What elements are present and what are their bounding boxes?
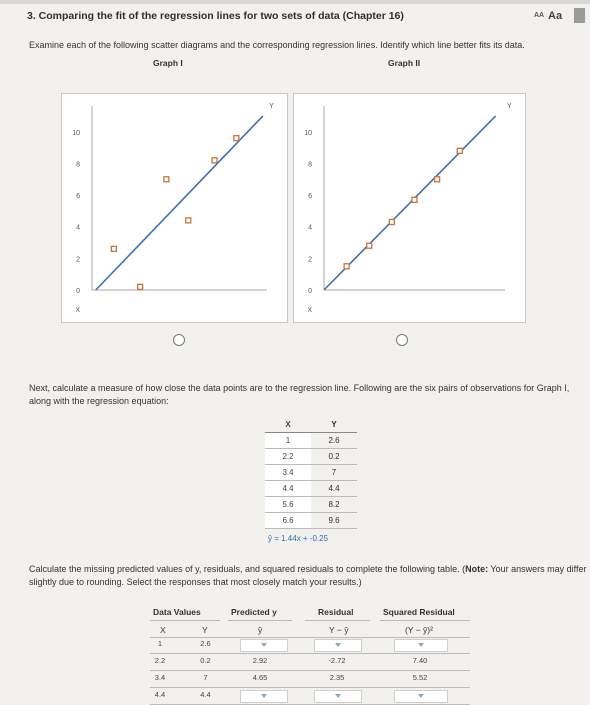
y-tick-label: 0 (308, 288, 312, 295)
obs-x: 6.6 (265, 513, 311, 529)
regression-equation: ŷ = 1.44x + -0.25 (268, 534, 329, 543)
table-row-divider (150, 670, 470, 671)
paragraph-instructions-a: Calculate the missing predicted values of y, residuals, and squared residuals to complete the following table. ( (29, 564, 466, 574)
table-cell-residual: -2.72 (328, 656, 346, 665)
text-size-large-button[interactable]: Aa (548, 10, 563, 22)
table-cell-residual: 2.35 (329, 673, 345, 682)
data-point (111, 246, 116, 251)
header-underline (228, 620, 292, 621)
obs-y: 9.6 (311, 513, 357, 529)
paragraph-observations: Next, calculate a measure of how close the data points are to the regression line. Following are the six pairs of observations for Graph I, along with the regression equation: (29, 383, 570, 406)
y-tick-label: 4 (76, 224, 80, 232)
data-point (234, 136, 239, 141)
table-cell-x: 3.4 (154, 673, 166, 682)
data-point (412, 197, 417, 202)
data-point (367, 243, 372, 248)
obs-y: 2.6 (311, 433, 357, 449)
table-row-divider (150, 687, 470, 688)
paragraph-instructions-b: Your answers may differ slightly due to rounding. Select the responses that most closely match your results.) (29, 564, 587, 587)
subheader-squared: (Y − ŷ)² (405, 625, 433, 635)
table-cell-y: 7 (203, 673, 208, 682)
squared-residual-dropdown[interactable] (394, 690, 448, 703)
table-cell-x: 2.2 (154, 656, 166, 665)
table-row-divider (150, 653, 470, 654)
y-tick-label: 10 (304, 129, 312, 137)
predicted-dropdown[interactable] (240, 690, 288, 703)
obs-x: 2.2 (265, 449, 311, 465)
squared-residual-dropdown[interactable] (394, 639, 448, 652)
table-cell-y: 0.2 (200, 656, 211, 665)
regression-line (96, 116, 263, 290)
graph-1-plot (62, 94, 287, 322)
text-size-small-button[interactable]: AA (534, 12, 545, 19)
data-point (138, 284, 143, 289)
subheader-predicted: ŷ (258, 625, 263, 635)
graph-2 (293, 93, 526, 323)
y-tick-label: 8 (308, 161, 312, 169)
data-point (164, 177, 169, 182)
obs-y-header: Y (311, 417, 357, 433)
subheader-residual: Y − ŷ (329, 625, 349, 635)
y-axis-label: Y (269, 103, 274, 110)
data-point (212, 158, 217, 163)
header-predicted: Predicted y (231, 607, 277, 617)
obs-x: 5.6 (265, 497, 311, 513)
y-tick-label: 4 (308, 224, 312, 232)
data-point (186, 218, 191, 223)
bookmark-icon[interactable] (574, 8, 585, 23)
subheader-x: X (160, 625, 166, 635)
obs-y: 0.2 (311, 449, 357, 465)
table-cell-x: 4.4 (154, 690, 166, 699)
graph-2-plot (294, 94, 525, 322)
table-cell-y: 2.6 (200, 639, 211, 648)
graph-2-radio-button[interactable] (396, 334, 408, 346)
y-tick-label: 10 (72, 129, 80, 137)
y-tick-label: 0 (76, 288, 80, 295)
predicted-dropdown[interactable] (240, 639, 288, 652)
table-cell-y: 4.4 (200, 690, 211, 699)
y-tick-label: 2 (308, 256, 312, 264)
x-axis-label: X (75, 307, 80, 314)
top-bar (0, 0, 590, 4)
y-tick-label: 6 (308, 193, 312, 201)
observations-table (265, 417, 357, 529)
data-point (457, 148, 462, 153)
x-axis-label: X (307, 307, 312, 314)
data-point (435, 177, 440, 182)
data-point (344, 264, 349, 269)
question-title: 3. Comparing the fit of the regression lines for two sets of data (Chapter 16) (27, 10, 404, 22)
obs-y: 4.4 (311, 481, 357, 497)
header-underline (380, 620, 470, 621)
header-squared-residual: Squared Residual (383, 607, 455, 617)
residual-dropdown[interactable] (314, 639, 362, 652)
graph-1 (61, 93, 288, 323)
y-tick-label: 8 (76, 161, 80, 169)
obs-x-header: X (265, 417, 311, 433)
table-cell-predicted: 2.92 (252, 656, 268, 665)
header-underline (150, 620, 220, 621)
obs-x: 1 (265, 433, 311, 449)
note-label: Note: (465, 564, 489, 574)
paragraph-instructions (29, 563, 589, 589)
graph-1-radio-button[interactable] (173, 334, 185, 346)
table-cell-squared: 5.52 (412, 673, 428, 682)
header-data-values: Data Values (153, 607, 201, 617)
y-axis-label: Y (507, 103, 512, 110)
y-tick-label: 2 (76, 256, 80, 264)
obs-y: 8.2 (311, 497, 357, 513)
subheader-y: Y (202, 625, 208, 635)
header-residual: Residual (318, 607, 354, 617)
obs-x: 3.4 (265, 465, 311, 481)
residual-dropdown[interactable] (314, 690, 362, 703)
table-cell-x: 1 (157, 639, 163, 648)
subheader-underline (150, 637, 470, 638)
obs-y: 7 (311, 465, 357, 481)
obs-x: 4.4 (265, 481, 311, 497)
header-underline (305, 620, 370, 621)
graph-2-title: Graph II (388, 58, 421, 68)
table-cell-predicted: 4.65 (252, 673, 268, 682)
graph-1-title: Graph I (153, 58, 183, 68)
data-point (389, 219, 394, 224)
y-tick-label: 6 (76, 193, 80, 201)
table-cell-squared: 7.40 (412, 656, 428, 665)
instruction-text: Examine each of the following scatter diagrams and the corresponding regression lines. Identify which line better fits its data. (29, 40, 525, 50)
